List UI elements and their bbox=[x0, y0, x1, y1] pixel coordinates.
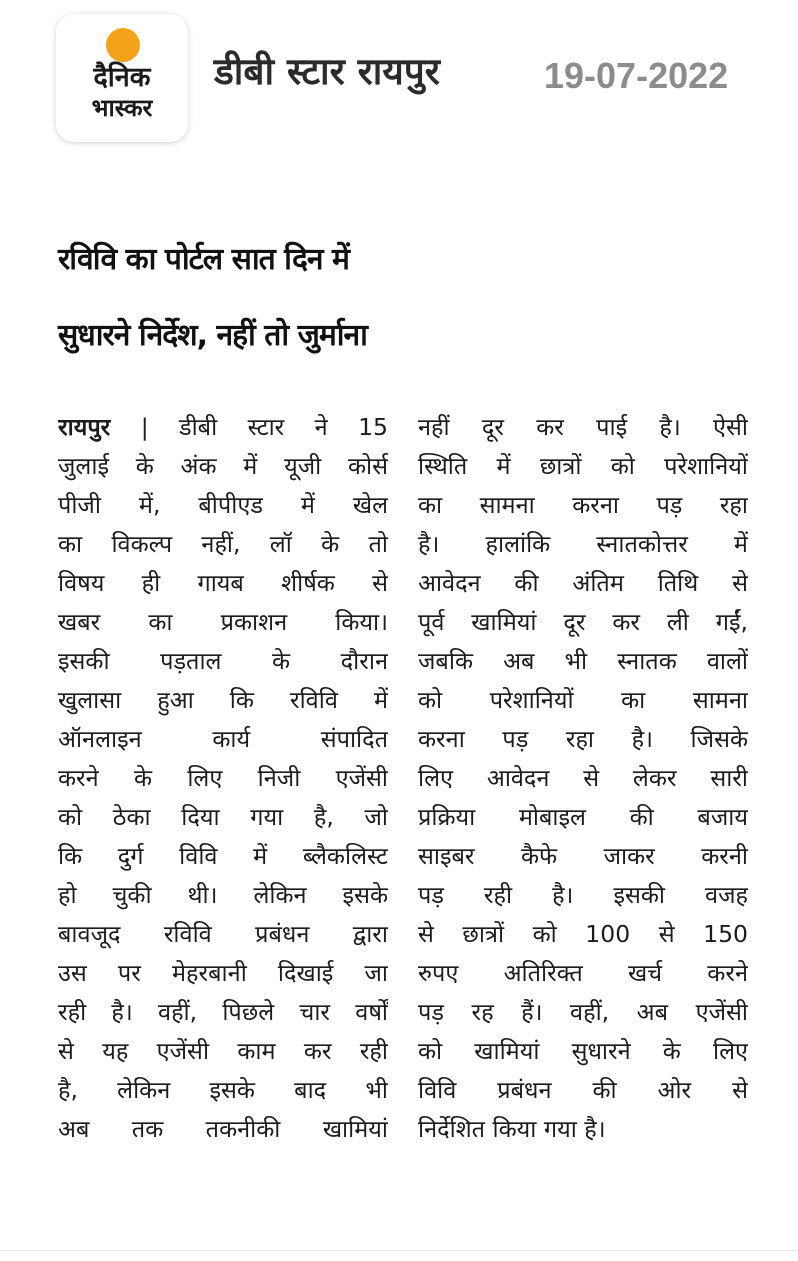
column-line: इसकी पड़ताल के दौरान bbox=[58, 647, 388, 675]
dateline: रायपुर bbox=[58, 413, 111, 441]
column-line: को परेशानियों का सामना bbox=[418, 686, 748, 714]
column-line: खबर का प्रकाशन किया। bbox=[58, 608, 388, 636]
column-line-text: डीबी स्टार ने 15 bbox=[179, 413, 388, 441]
column-line: ऑनलाइन कार्य संपादित bbox=[58, 725, 388, 753]
column-line: है। हालांकि स्नातकोत्तर में bbox=[418, 530, 748, 558]
column-line: पीजी में, बीपीएड में खेल bbox=[58, 491, 388, 519]
column-line: करने के लिए निजी एजेंसी bbox=[58, 764, 388, 792]
column-line: को ठेका दिया गया है, जो bbox=[58, 803, 388, 831]
bottom-divider bbox=[0, 1250, 798, 1251]
column-line: पड़ रह हैं। वहीं, अब एजेंसी bbox=[418, 998, 748, 1026]
column-line: से छात्रों को 100 से 150 bbox=[418, 920, 748, 948]
headline-line: रविवि का पोर्टल सात दिन में bbox=[58, 242, 349, 277]
article-headline bbox=[58, 222, 758, 374]
page-header bbox=[0, 0, 798, 160]
column-line: का सामना करना पड़ रहा bbox=[418, 491, 748, 519]
publication-date: 19-07-2022 bbox=[544, 55, 729, 96]
sun-icon bbox=[106, 28, 140, 62]
column-line: रायपुर | डीबी स्टार ने 15 bbox=[58, 413, 388, 441]
column-line: करना पड़ रहा है। जिसके bbox=[418, 725, 748, 753]
column-line: पड़ रही है। इसकी वजह bbox=[418, 881, 748, 909]
column-line: विषय ही गायब शीर्षक से bbox=[58, 569, 388, 597]
article-column-right bbox=[418, 408, 748, 1149]
newspaper-logo bbox=[56, 14, 188, 142]
column-line: रही है। वहीं, पिछले चार वर्षों bbox=[58, 998, 388, 1026]
column-line: जबकि अब भी स्नातक वालों bbox=[418, 647, 748, 675]
column-line: को खामियां सुधारने के लिए bbox=[418, 1037, 748, 1065]
article-column-left bbox=[58, 408, 388, 1149]
column-line: रुपए अतिरिक्त खर्च करने bbox=[418, 959, 748, 987]
column-line: निर्देशित किया गया है। bbox=[418, 1115, 606, 1143]
column-line: नहीं दूर कर पाई है। ऐसी bbox=[418, 413, 748, 441]
column-line: प्रक्रिया मोबाइल की बजाय bbox=[418, 803, 748, 831]
column-line: स्थिति में छात्रों को परेशानियों bbox=[418, 452, 748, 480]
logo-text-line1: दैनिक bbox=[93, 62, 151, 93]
publication-name: डीबी स्टार रायपुर bbox=[214, 50, 440, 93]
column-line: उस पर मेहरबानी दिखाई जा bbox=[58, 959, 388, 987]
column-line: कि दुर्ग विवि में ब्लैकलिस्ट bbox=[58, 842, 388, 870]
column-line: साइबर कैफे जाकर करनी bbox=[418, 842, 748, 870]
column-line: जुलाई के अंक में यूजी कोर्स bbox=[58, 452, 388, 480]
column-line: का विकल्प नहीं, लॉ के तो bbox=[58, 530, 388, 558]
column-line: अब तक तकनीकी खामियां bbox=[58, 1115, 388, 1143]
column-line: से यह एजेंसी काम कर रही bbox=[58, 1037, 388, 1065]
column-line: है, लेकिन इसके बाद भी bbox=[58, 1076, 388, 1104]
column-line: बावजूद रविवि प्रबंधन द्वारा bbox=[58, 920, 388, 948]
headline-line: सुधारने निर्देश, नहीं तो जुर्माना bbox=[58, 318, 367, 353]
logo-text-line2: भास्कर bbox=[91, 94, 153, 122]
column-line: खुलासा हुआ कि रविवि में bbox=[58, 686, 388, 714]
column-line: आवेदन की अंतिम तिथि से bbox=[418, 569, 748, 597]
column-line: लिए आवेदन से लेकर सारी bbox=[418, 764, 748, 792]
column-line: पूर्व खामियां दूर कर ली गईं, bbox=[418, 608, 748, 636]
column-line: विवि प्रबंधन की ओर से bbox=[418, 1076, 748, 1104]
column-line: हो चुकी थी। लेकिन इसके bbox=[58, 881, 388, 909]
